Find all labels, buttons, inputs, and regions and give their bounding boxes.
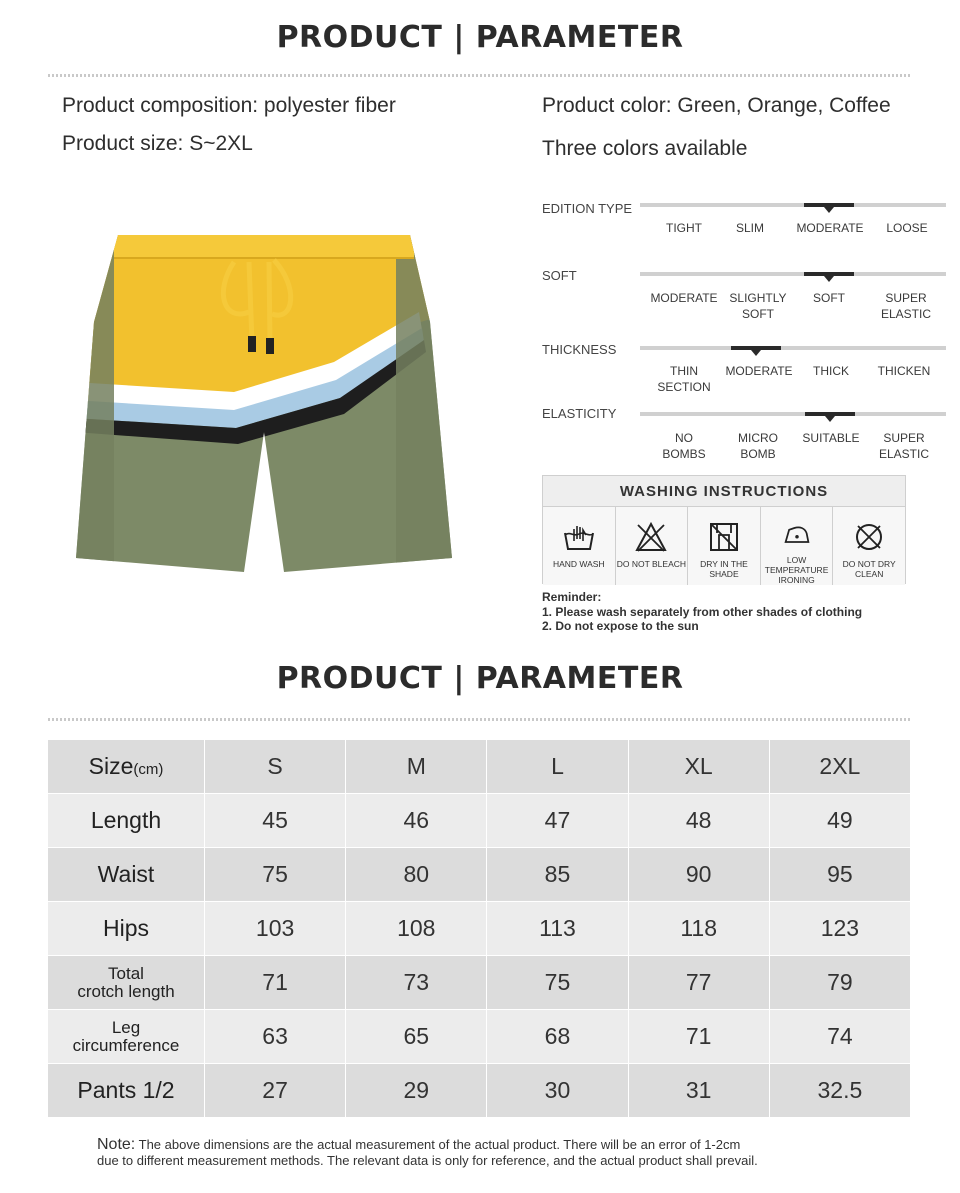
table-cell: 46 [346,794,487,848]
wash-label: DO NOT BLEACH [616,559,687,569]
table-cell: 30 [487,1064,628,1118]
scale-option: SLIGHTLY SOFT [729,291,787,321]
note-line-2: due to different measurement methods. The relevant data is only for reference, and the actual product shall prevail. [97,1153,758,1168]
wash-item-hand-wash [543,507,616,585]
scale-option: NO BOMBS [662,431,706,461]
row-label-line-2: crotch length [77,981,175,1001]
table-cell: 47 [487,794,628,848]
table-cell: 80 [346,848,487,902]
table-cell: 27 [205,1064,346,1118]
scale-option: THICKEN [877,364,931,378]
reminder-line-1: 1. Please wash separately from other shades of clothing [542,604,863,619]
size-column-header: S [205,740,346,794]
title-divider-top [48,74,912,77]
table-cell: 48 [628,794,769,848]
size-header-cell [48,740,205,794]
table-cell: 90 [628,848,769,902]
table-cell: 49 [769,794,910,848]
table-cell: 31 [628,1064,769,1118]
scale-option: SUITABLE [802,431,860,445]
size-column-header: M [346,740,487,794]
table-cell: 29 [346,1064,487,1118]
table-row [48,794,911,848]
scale-option: SUPER ELASTIC [880,291,931,321]
table-cell: 108 [346,902,487,956]
row-label [48,956,205,1010]
wash-label: DRY IN THE SHADE [700,559,748,579]
section-title-bottom: PRODUCT | PARAMETER [276,661,684,696]
scale-option: LOOSE [886,221,928,235]
table-cell: 103 [205,902,346,956]
scale-marker-soft [804,272,854,276]
table-cell: 118 [628,902,769,956]
size-column-header: 2XL [769,740,910,794]
color-text: Product color: Green, Orange, Coffee [542,94,891,117]
table-cell: 32.5 [769,1064,910,1118]
scale-label-thickness: THICKNESS [542,342,617,357]
table-cell: 65 [346,1010,487,1064]
hand-wash-icon [562,521,596,553]
table-cell: 63 [205,1010,346,1064]
scale-option: MICRO BOMB [738,431,778,461]
product-image-shorts [74,232,454,574]
table-row [48,902,911,956]
wash-item-low-temp-iron [761,507,834,585]
row-label-line-1: Leg [111,1017,141,1037]
table-row [48,1064,911,1118]
note-label: Note: [97,1136,136,1153]
size-header-unit: (cm) [133,761,164,778]
scale-track-elasticity [640,412,946,416]
section-title-top: PRODUCT | PARAMETER [276,20,684,55]
wash-label: LOW TEMPERATURE IRONING [764,555,829,585]
scale-track-thickness [640,346,946,350]
scale-marker-elasticity [805,412,855,416]
scale-track-edition [640,203,946,207]
reminder-title: Reminder: [542,590,602,604]
table-cell: 123 [769,902,910,956]
scale-option: SUPER ELASTIC [878,431,929,461]
size-header-label: Size [88,753,134,779]
washing-title: WASHING INSTRUCTIONS [543,476,905,507]
wash-item-no-bleach [616,507,689,585]
scale-option: THICK [813,364,849,378]
row-label: Length [48,794,205,848]
scale-option: THIN SECTION [657,364,711,394]
colors-available-text: Three colors available [542,137,748,160]
size-range-text: Product size: S~2XL [62,132,253,155]
composition-text: Product composition: polyester fiber [62,94,396,117]
scale-option: TIGHT [666,221,702,235]
row-label-line-2: circumference [72,1035,180,1055]
table-cell: 73 [346,956,487,1010]
scale-track-soft [640,272,946,276]
scale-marker-thickness [731,346,781,350]
wash-item-no-dry-clean [833,507,905,585]
table-row [48,1010,911,1064]
row-label [48,1010,205,1064]
size-chart-table [47,739,911,1118]
wash-item-dry-in-shade [688,507,761,585]
scale-option: MODERATE [796,221,864,235]
table-cell: 79 [769,956,910,1010]
table-cell: 85 [487,848,628,902]
note-line-1: The above dimensions are the actual measurement of the actual product. There will be an error of 1-2cm [135,1137,741,1152]
table-cell: 113 [487,902,628,956]
scale-option: MODERATE [650,291,718,305]
table-cell: 74 [769,1010,910,1064]
table-cell: 77 [628,956,769,1010]
row-label-line-1: Total [108,963,144,983]
scale-option: SOFT [813,291,845,305]
scale-option: MODERATE [725,364,793,378]
measurement-note [97,1137,758,1169]
wash-label: DO NOT DRY CLEAN [842,559,896,579]
low-temp-iron-icon [780,521,814,549]
table-cell: 45 [205,794,346,848]
row-label: Waist [48,848,205,902]
no-bleach-icon [634,521,668,553]
size-column-header: XL [628,740,769,794]
table-row [48,848,911,902]
table-row [48,956,911,1010]
table-cell: 71 [205,956,346,1010]
row-label: Pants 1/2 [48,1064,205,1118]
table-cell: 95 [769,848,910,902]
scale-option: SLIM [735,221,764,235]
washing-instructions [542,475,906,584]
scale-label-elasticity: ELASTICITY [542,406,617,421]
row-label: Hips [48,902,205,956]
wash-label: HAND WASH [552,559,605,569]
title-divider-bottom [48,718,912,721]
reminder-line-2: 2. Do not expose to the sun [542,619,699,633]
size-column-header: L [487,740,628,794]
care-reminder [542,590,862,634]
table-header-row [48,740,911,794]
table-cell: 71 [628,1010,769,1064]
scale-marker-edition [804,203,854,207]
table-cell: 75 [205,848,346,902]
table-cell: 68 [487,1010,628,1064]
no-dry-clean-icon [852,521,886,553]
table-cell: 75 [487,956,628,1010]
dry-in-shade-icon [707,521,741,553]
scale-label-soft: SOFT [542,268,577,283]
scale-label-edition: EDITION TYPE [542,201,633,216]
